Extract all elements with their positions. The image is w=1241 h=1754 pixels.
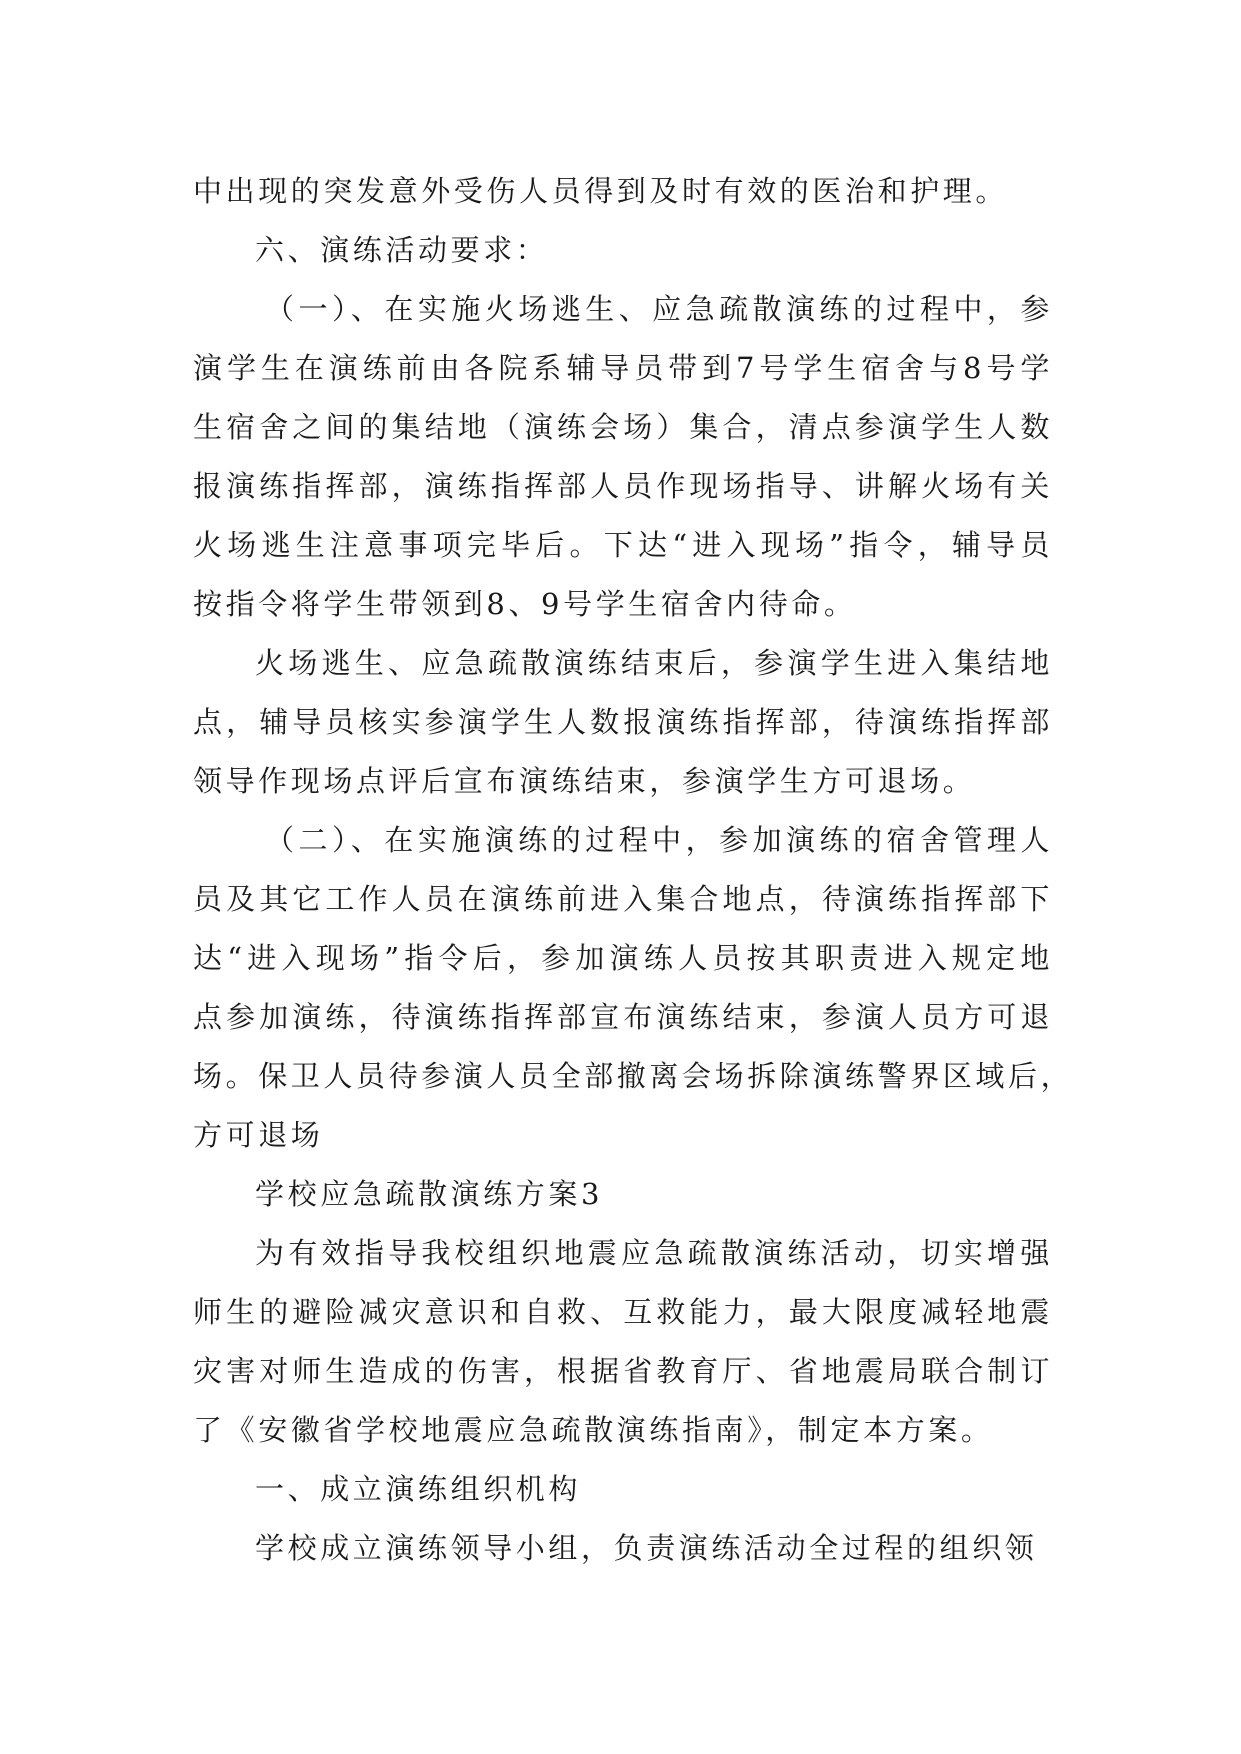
paragraph-p8	[193, 1460, 1053, 1519]
paragraph-line: 学校成立演练领导小组，负责演练活动全过程的组织领	[255, 1531, 1038, 1565]
paragraph-p4	[193, 634, 1053, 811]
paragraph-line: 中出现的突发意外受伤人员得到及时有效的医治和护理。	[193, 174, 1009, 208]
paragraph-line: 报演练指挥部，演练指挥部人员作现场指导、讲解火场有关	[193, 469, 1053, 503]
paragraph-line: 了《安徽省学校地震应急疏散演练指南》，制定本方案。	[193, 1413, 994, 1447]
paragraph-line: 点参加演练，待演练指挥部宣布演练结束，参演人员方可退	[193, 1000, 1053, 1034]
paragraph-line: （二）、在实施演练的过程中，参加演练的宿舍管理人	[265, 823, 1053, 857]
paragraph-line: 学校应急疏散演练方案3	[255, 1177, 604, 1211]
paragraph-line: 灾害对师生造成的伤害，根据省教育厅、省地震局联合制订	[193, 1354, 1053, 1388]
paragraph-p3	[193, 280, 1053, 634]
paragraph-line: 生宿舍之间的集结地（演练会场）集合，清点参演学生人数	[193, 410, 1053, 444]
paragraph-p1	[193, 162, 1053, 221]
paragraph-line: 为有效指导我校组织地震应急疏散演练活动，切实增强	[255, 1236, 1053, 1270]
paragraph-p7	[193, 1224, 1053, 1460]
paragraph-line: 一、成立演练组织机构	[255, 1472, 582, 1506]
paragraph-line: 领导作现场点评后宣布演练结束，参演学生方可退场。	[193, 764, 976, 798]
paragraph-line: （一）、在实施火场逃生、应急疏散演练的过程中，参	[265, 292, 1053, 326]
paragraph-line: 场。保卫人员待参演人员全部撤离会场拆除演练警界区域后，	[193, 1059, 1074, 1093]
paragraph-p6	[193, 1165, 1053, 1224]
paragraph-line: 方可退场	[193, 1118, 324, 1152]
paragraph-line: 演学生在演练前由各院系辅导员带到7号学生宿舍与8号学	[193, 351, 1053, 385]
paragraph-line: 点，辅导员核实参演学生人数报演练指挥部，待演练指挥部	[193, 705, 1053, 739]
paragraph-line: 按指令将学生带领到8、9号学生宿舍内待命。	[193, 587, 857, 621]
paragraph-line: 六、演练活动要求：	[255, 233, 549, 267]
paragraph-line: 师生的避险减灾意识和自救、互救能力，最大限度减轻地震	[193, 1295, 1053, 1329]
paragraph-p2	[193, 221, 1053, 280]
paragraph-line: 火场逃生、应急疏散演练结束后，参演学生进入集结地	[255, 646, 1053, 680]
paragraph-line: 火场逃生注意事项完毕后。下达“进入现场”指令，辅导员	[193, 528, 1053, 562]
paragraph-p9	[193, 1519, 1053, 1578]
paragraph-line: 达“进入现场”指令后，参加演练人员按其职责进入规定地	[193, 941, 1053, 975]
paragraph-line: 员及其它工作人员在演练前进入集合地点，待演练指挥部下	[193, 882, 1053, 916]
document-body	[193, 162, 1074, 1578]
paragraph-p5	[193, 811, 1074, 1165]
